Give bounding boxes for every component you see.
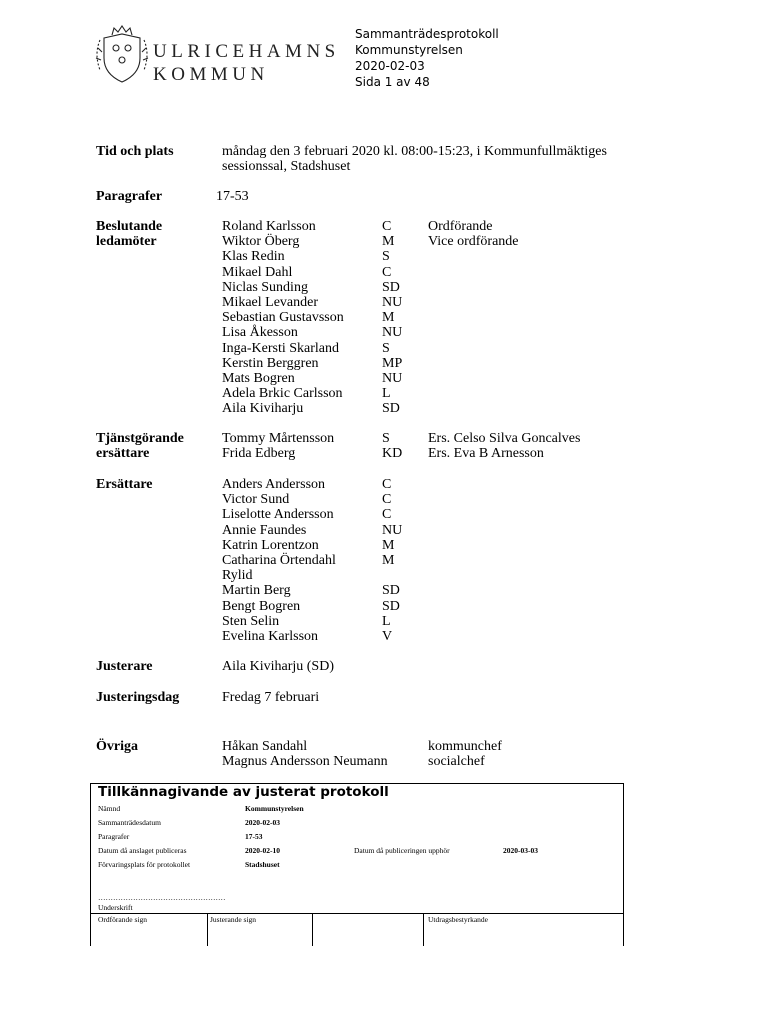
other-name: Magnus Andersson Neumann: [222, 754, 388, 770]
members-label: Beslutande ledamöter: [96, 219, 163, 250]
substitute-name: Katrin Lorentzon: [222, 537, 319, 553]
serving-substitutes-names: [222, 431, 334, 461]
member-party: MP: [382, 355, 403, 371]
notice-meeting-date-label: Sammanträdesdatum: [98, 818, 161, 827]
member-role: Ordförande: [428, 219, 493, 234]
document-header: [355, 26, 499, 90]
member-party: NU: [382, 370, 403, 386]
other-role: kommunchef: [428, 739, 502, 754]
member-role: Vice ordförande: [428, 234, 519, 250]
substitute-name: Evelina Karlsson: [222, 628, 319, 644]
adjuster-label: Justerare: [96, 659, 153, 674]
substitute-party: M: [382, 537, 395, 553]
member-party: S: [382, 340, 390, 356]
substitute-party: KD: [382, 446, 403, 462]
page-number: Sida 1 av 48: [355, 75, 430, 89]
substitute-name: Bengt Bogren: [222, 598, 301, 614]
substitute-party: M: [382, 552, 395, 568]
member-name: Wiktor Öberg: [222, 234, 300, 250]
time-place-value: måndag den 3 februari 2020 kl. 08:00-15:23, i Kommunfullmäktiges sessionssal, Stadshuset: [222, 144, 607, 175]
member-name: Mikael Levander: [222, 294, 319, 310]
members-parties: [382, 219, 402, 416]
substitute-note: Ers. Eva B Arnesson: [428, 446, 544, 462]
substitute-name: Frida Edberg: [222, 446, 296, 462]
member-party: NU: [382, 325, 403, 341]
board-name: Kommunstyrelsen: [355, 43, 463, 57]
member-name: Sebastian Gustavsson: [222, 310, 344, 326]
other-name: Håkan Sandahl: [222, 739, 308, 754]
substitute-name: Anders Andersson: [222, 477, 326, 492]
paragraphs-label: Paragrafer: [96, 189, 163, 204]
substitute-name: Tommy Mårtensson: [222, 431, 335, 446]
chair-sign-label: Ordförande sign: [98, 915, 147, 924]
footer-divider: [207, 913, 208, 946]
paragraphs-value: 17-53: [216, 189, 249, 204]
notice-removed-label: Datum då publiceringen upphör: [354, 846, 450, 855]
notice-left-border: [90, 783, 91, 946]
member-name: Klas Redin: [222, 249, 285, 265]
member-party: NU: [382, 294, 403, 310]
member-party: L: [382, 386, 391, 402]
others-names: [222, 739, 388, 769]
member-party: S: [382, 249, 390, 265]
substitute-name: Annie Faundes: [222, 522, 307, 538]
substitute-party: SD: [382, 598, 400, 614]
member-party: M: [382, 310, 395, 326]
member-name: Roland Karlsson: [222, 219, 316, 234]
footer-divider: [423, 913, 424, 946]
member-name: Niclas Sunding: [222, 279, 308, 295]
adjustment-day-value: Fredag 7 februari: [222, 690, 320, 705]
time-place-label: Tid och plats: [96, 144, 174, 159]
member-name: Mats Bogren: [222, 370, 295, 386]
substitute-name: Rylid: [222, 568, 253, 584]
substitute-party: [382, 568, 402, 583]
member-name: Kerstin Berggren: [222, 355, 319, 371]
substitute-party: C: [382, 477, 392, 492]
substitute-note: Ers. Celso Silva Goncalves: [428, 431, 581, 446]
substitute-name: Catharina Örtendahl: [222, 552, 336, 568]
notice-paragraphs-value: 17-53: [245, 832, 263, 841]
coat-of-arms-logo: [92, 24, 152, 86]
serving-substitutes-notes: [428, 431, 580, 461]
signature-label: Underskrift: [98, 903, 133, 912]
substitute-party: SD: [382, 583, 400, 599]
substitute-party: C: [382, 507, 392, 523]
notice-board-label: Nämnd: [98, 804, 121, 813]
substitute-party: V: [382, 628, 393, 644]
substitute-party: L: [382, 613, 391, 629]
members-names: [222, 219, 344, 416]
serving-substitutes-label: Tjänstgörande ersättare: [96, 431, 184, 462]
member-party: C: [382, 219, 392, 234]
serving-substitutes-parties: [382, 431, 402, 461]
substitute-name: Martin Berg: [222, 583, 291, 599]
notice-posted-label: Datum då anslaget publiceras: [98, 846, 187, 855]
footer-divider: [312, 913, 313, 946]
member-name: Adela Brkic Carlsson: [222, 386, 343, 402]
members-roles: [428, 219, 519, 249]
member-name: Inga-Kersti Skarland: [222, 340, 340, 356]
extract-cert-label: Utdragsbestyrkande: [428, 915, 488, 924]
substitutes-names: [222, 477, 336, 644]
notice-storage-value: Stadshuset: [245, 860, 280, 869]
substitute-name: Sten Selin: [222, 613, 280, 629]
substitute-party: NU: [382, 522, 403, 538]
footer-top-border: [90, 913, 624, 914]
notice-removed-value: 2020-03-03: [503, 846, 538, 855]
substitutes-label: Ersättare: [96, 477, 153, 492]
member-name: Lisa Åkesson: [222, 325, 298, 341]
meeting-date: 2020-02-03: [355, 59, 425, 73]
member-party: C: [382, 264, 392, 280]
member-party: SD: [382, 401, 400, 417]
others-roles: [428, 739, 502, 769]
notice-meeting-date-value: 2020-02-03: [245, 818, 280, 827]
notice-title: Tillkännagivande av justerat protokoll: [98, 784, 389, 800]
doc-type: Sammanträdesprotokoll: [355, 27, 499, 41]
member-party: M: [382, 234, 395, 250]
notice-paragraphs-label: Paragrafer: [98, 832, 130, 841]
municipality-wordmark: ULRICEHAMNS KOMMUN: [153, 41, 340, 85]
member-party: SD: [382, 279, 400, 295]
notice-right-border: [623, 783, 624, 946]
substitute-name: Liselotte Andersson: [222, 507, 334, 523]
notice-board-value: Kommunstyrelsen: [245, 804, 304, 813]
notice-posted-value: 2020-02-10: [245, 846, 280, 855]
signature-dots: ……………………………………………: [98, 893, 226, 902]
substitutes-parties: [382, 477, 402, 644]
adjuster-value: Aila Kiviharju (SD): [222, 659, 334, 674]
adjuster-sign-label: Justerande sign: [210, 915, 257, 924]
member-name: Mikael Dahl: [222, 264, 293, 280]
adjustment-day-label: Justeringsdag: [96, 690, 180, 705]
others-label: Övriga: [96, 739, 138, 754]
substitute-party: C: [382, 492, 392, 508]
notice-storage-label: Förvaringsplats för protokollet: [98, 860, 191, 869]
other-role: socialchef: [428, 754, 485, 770]
substitute-party: S: [382, 431, 390, 446]
member-name: Aila Kiviharju: [222, 401, 304, 417]
substitute-name: Victor Sund: [222, 492, 290, 508]
